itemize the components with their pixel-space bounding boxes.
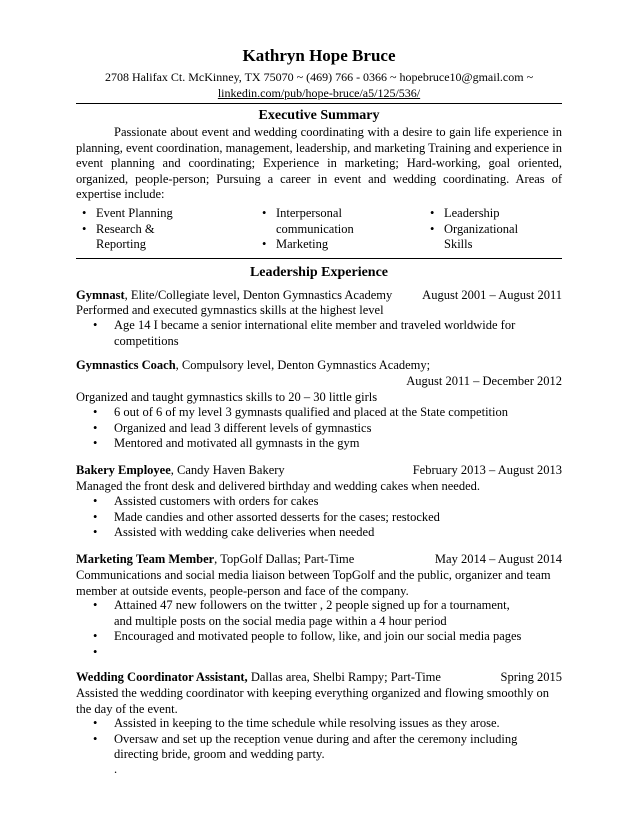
job-detail: , Compulsory level, Denton Gymnastics Academy; [175,358,431,372]
list-item: • Oversaw and set up the reception venue during and after the ceremony including directing bride, groom and wedding party. [76,732,524,763]
skill-item: • Interpersonal communication [256,206,401,237]
job-description: Managed the front desk and delivered birthday and wedding cakes when needed. [76,479,481,493]
job-bullets [76,494,562,541]
job-header [76,552,562,568]
list-item: • Assisted in keeping to the time schedule while resolving issues as they arose. [76,716,562,732]
section-divider [76,258,562,259]
skills-list [76,206,562,256]
list-item [76,645,562,661]
job-bullets [76,598,562,660]
skills-column-2 [256,206,426,253]
list-item: • Assisted customers with orders for cakes [76,494,562,510]
job-bullets [76,716,562,763]
job-bullets [76,318,562,349]
list-item: • Made candies and other assorted desserts for the cases; restocked [76,510,562,526]
job-title: Gymnast [76,288,125,302]
list-item: • Assisted with wedding cake deliveries when needed [76,525,562,541]
linkedin-link[interactable]: linkedin.com/pub/hope-bruce/a5/125/536/ [217,86,421,100]
skill-item: • Event Planning [76,206,246,222]
job-detail: Dallas area, Shelbi Rampy; Part-Time [247,670,441,684]
header-divider [76,103,562,104]
job-dates: August 2011 – December 2012 [406,374,562,388]
summary-text: Passionate about event and wedding coordinating with a desire to gain life experience in planning, event coordination, management, leadership, and marketing Training and experience in event planning and coordinating; Experience in marketing; Hard-working, goal oriented, organized, people-person; Pursuing a career in event and wedding coordinating. Areas of expertise include: [76,125,562,201]
skill-item: • Organizational Skills [424,222,539,253]
skill-item: • Marketing [256,237,426,253]
job-bullets [76,405,562,452]
job-dates: August 2001 – August 2011 [422,288,562,302]
list-item: • 6 out of 6 of my level 3 gymnasts qualified and placed at the State competition [76,405,562,421]
linkedin-line [0,86,638,101]
contact-line: 2708 Halifax Ct. McKinney, TX 75070 ~ (469) 766 - 0366 ~ hopebruce10@gmail.com ~ [104,70,534,84]
list-item: • Encouraged and motivated people to follow, like, and join our social media pages [76,629,562,645]
job-header [76,463,562,479]
job-description: Communications and social media liaison between TopGolf and the public, organizer and team member at outside events, people-person and face of the company. [76,568,551,598]
trailing-period: . [114,762,118,776]
skill-item: • Leadership [424,206,564,222]
job-header [76,358,562,374]
job-dates: Spring 2015 [500,670,562,684]
summary-heading: Executive Summary [258,108,380,123]
job-dates: February 2013 – August 2013 [412,463,562,477]
job-title: Marketing Team Member [76,552,215,566]
job-dates: May 2014 – August 2014 [434,552,562,566]
skills-column-1 [76,206,246,253]
job-detail: , TopGolf Dallas; Part-Time [214,552,355,566]
job-description: Assisted the wedding coordinator with keeping everything organized and flowing smoothly on the day of the event. [76,686,549,716]
job-detail: , Candy Haven Bakery [170,463,285,477]
job-description: Organized and taught gymnastics skills to 20 – 30 little girls [76,390,378,404]
job-description: Performed and executed gymnastics skills at the highest level [76,303,384,317]
skill-item: • Research & Reporting [76,222,186,253]
job-header [76,670,562,686]
job-title: Gymnastics Coach [76,358,176,372]
list-item: • Organized and lead 3 different levels of gymnastics [76,421,562,437]
skills-column-3 [424,206,564,253]
job-title: Bakery Employee [76,463,171,477]
list-item: • Age 14 I became a senior international elite member and traveled worldwide for competitions [76,318,524,349]
job-header [76,288,562,304]
job-title: Wedding Coordinator Assistant, [76,670,248,684]
experience-heading: Leadership Experience [249,265,389,280]
candidate-name: Kathryn Hope Bruce [242,46,396,65]
job-detail: , Elite/Collegiate level, Denton Gymnastics Academy [124,288,393,302]
list-item: • Attained 47 new followers on the twitter , 2 people signed up for a tournament, and multiple posts on the social media page within a 4 hour period [76,598,514,629]
list-item: • Mentored and motivated all gymnasts in the gym [76,436,562,452]
